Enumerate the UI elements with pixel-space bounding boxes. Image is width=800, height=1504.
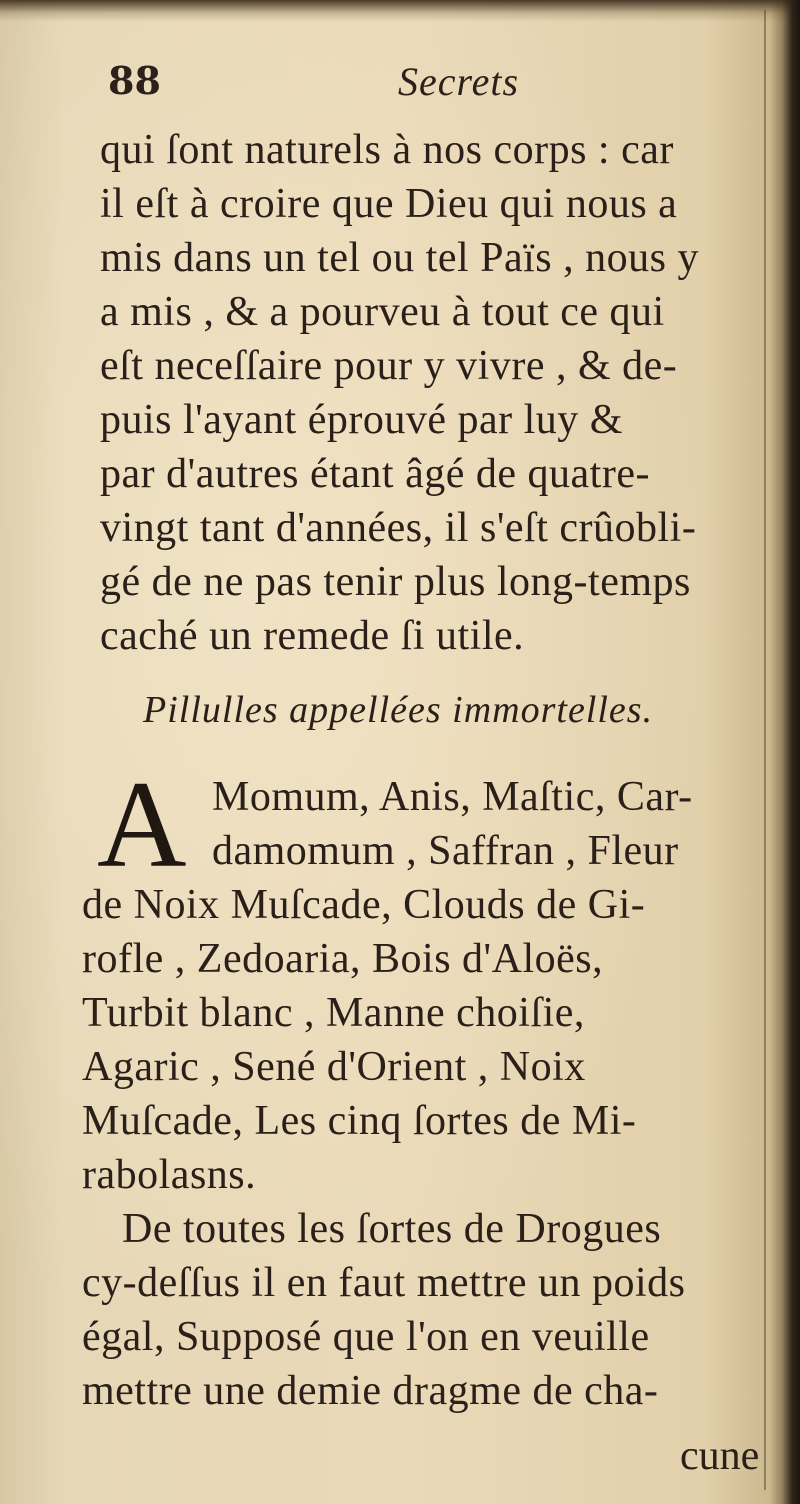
- text-line: par d'autres étant âgé de quatre-: [100, 451, 650, 497]
- page-number: 88: [108, 58, 161, 103]
- text-line: a mis , & a pourveu à tout ce qui: [100, 289, 665, 335]
- text-line: de Noix Muſcade, Clouds de Gi-: [82, 882, 646, 928]
- text-line: mettre une demie dragme de cha-: [82, 1368, 659, 1414]
- text-line: Agaric , Sené d'Orient , Noix: [82, 1044, 586, 1090]
- text-line: mis dans un tel ou tel Païs , nous y: [100, 235, 699, 281]
- drop-cap: A: [97, 756, 187, 893]
- text-line: damomum , Saffran , Fleur: [212, 828, 679, 874]
- text-line: cy-deſſus il en faut mettre un poids: [82, 1260, 686, 1306]
- text-line: Muſcade, Les cinq ſortes de Mi-: [82, 1098, 637, 1144]
- catchword: cune: [680, 1433, 760, 1479]
- text-line: puis l'ayant éprouvé par luy &: [100, 397, 623, 443]
- text-line: qui ſont naturels à nos corps : car: [100, 127, 674, 173]
- text-line: rabolasns.: [82, 1152, 257, 1198]
- page-header: [108, 58, 768, 108]
- text-line: gé de ne pas tenir plus long-temps: [100, 559, 691, 605]
- running-head: Secrets: [398, 59, 520, 104]
- text-line: caché un remede ſi utile.: [100, 613, 525, 659]
- text-line: Momum, Anis, Maſtic, Car-: [212, 774, 693, 820]
- text-line: vingt tant d'années, il s'eſt crûobli-: [100, 505, 697, 551]
- text-line: il eſt à croire que Dieu qui nous a: [100, 181, 678, 227]
- recipe-paragraph: [82, 756, 792, 1419]
- text-line: Turbit blanc , Manne choiſie,: [82, 990, 585, 1036]
- text-line: eſt neceſſaire pour y vivre , & de-: [100, 343, 678, 389]
- paragraph-1: [100, 123, 790, 663]
- text-line: rofle , Zedoaria, Bois d'Aloës,: [82, 936, 604, 982]
- section-heading: Pillulles appellées immortelles.: [143, 689, 654, 731]
- text-line: égal, Supposé que l'on en veuille: [82, 1314, 650, 1360]
- page-top-shadow: [0, 0, 800, 22]
- text-line: De toutes les ſortes de Drogues: [122, 1206, 662, 1252]
